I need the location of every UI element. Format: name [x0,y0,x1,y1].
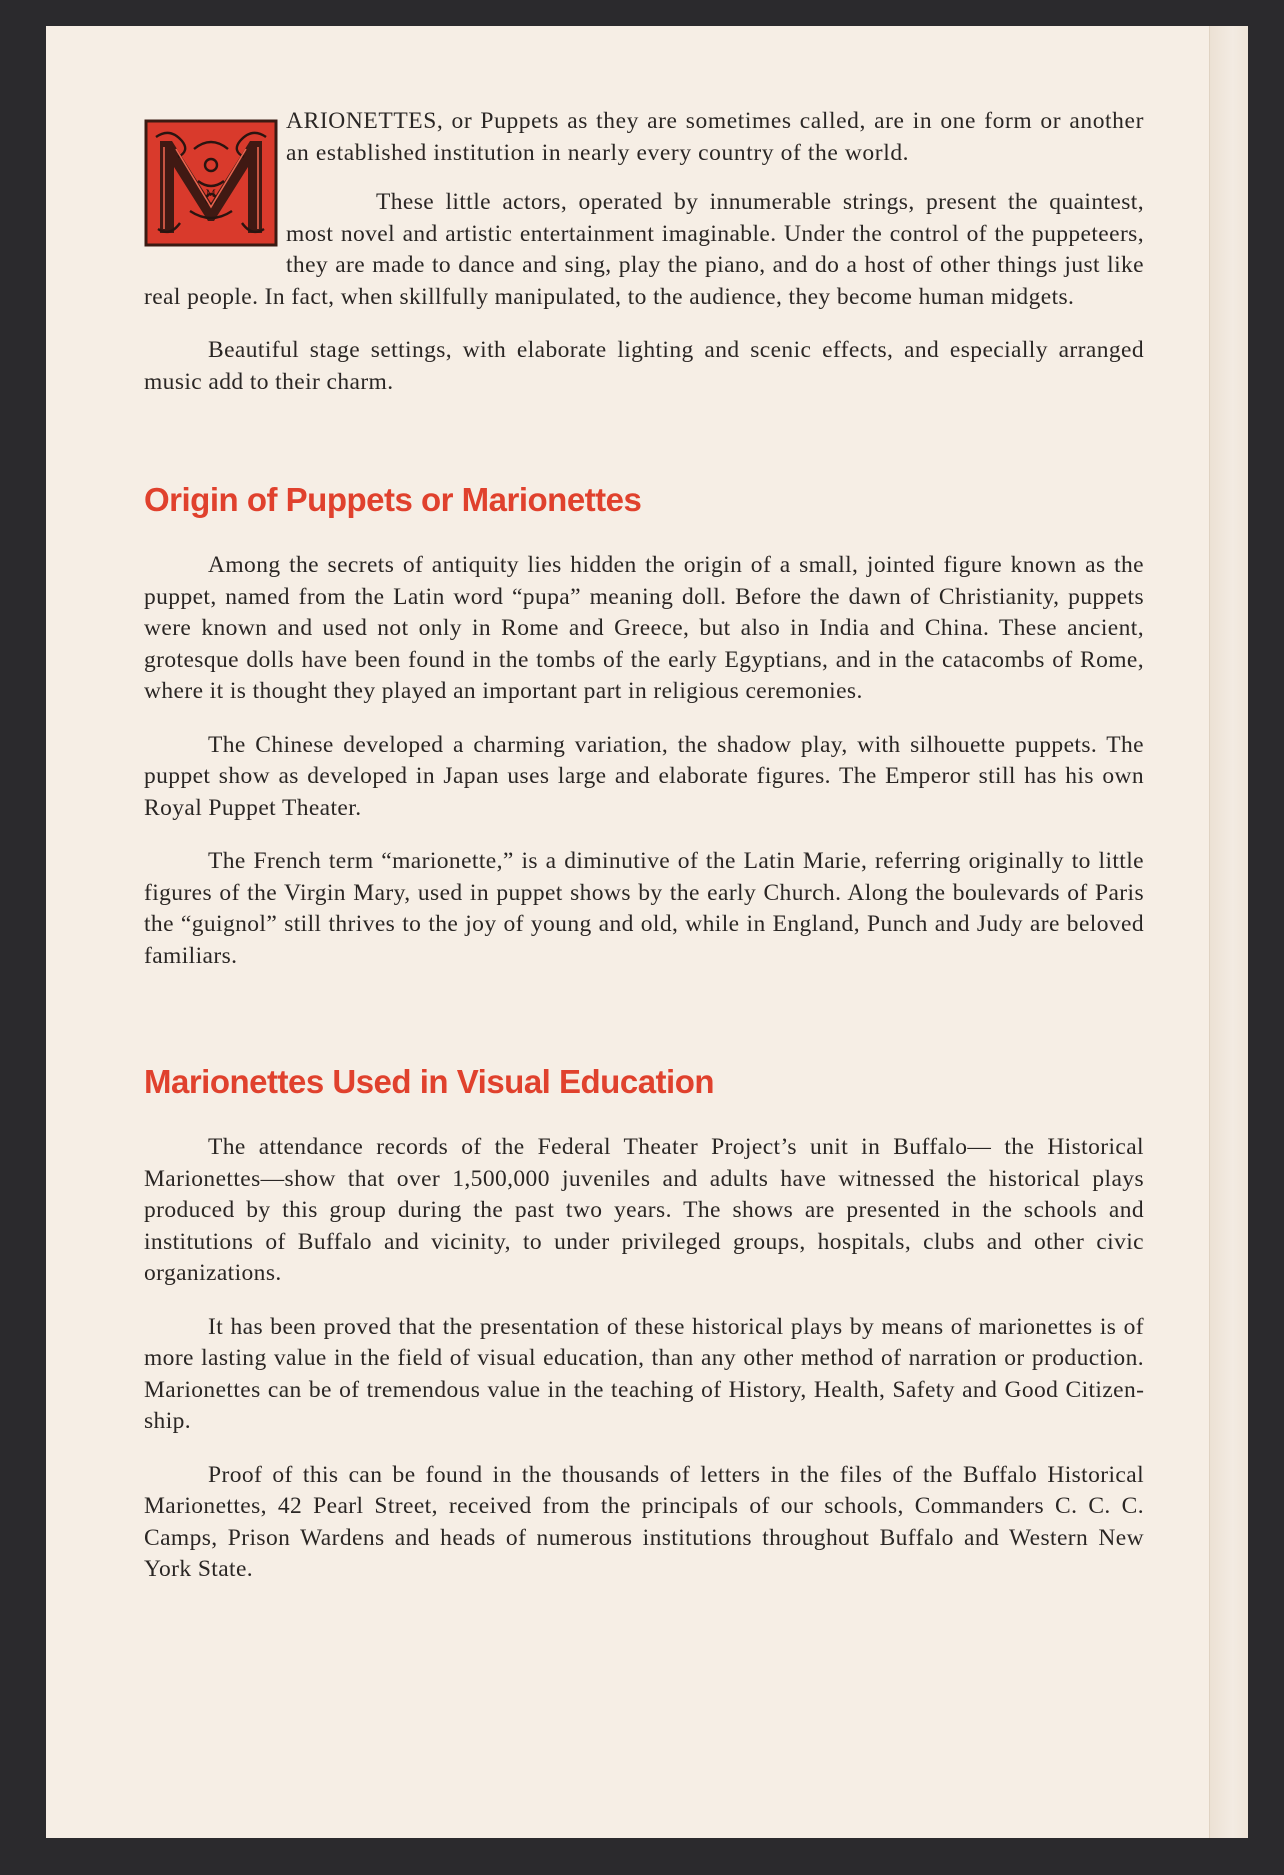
ornamental-dropcap [144,119,278,247]
education-paragraph-3: Proof of this can be found in the thousands of letters in the files of the Buffalo Historical Marionettes, 42 Pearl Street, received from the principals of our schools, Commanders C. C. C. Camps, Prison Wardens and heads of numerous institutions throughout Buffalo and Western New York State. [144,1461,1144,1582]
section-heading-visual-education: Marionettes Used in Visual Education [144,1063,715,1100]
document-content [144,106,1144,1608]
education-paragraph-2: It has been proved that the presentation of these historical plays by means of marionettes is of more lasting value in the field of visual education, than any other method of narration or production. Marionettes can be of tremendous value in the teaching of History, Health, Safety and Good Citizenship. [144,1313,1144,1434]
origin-paragraph-2: The Chinese developed a charming variation, the shadow play, with silhouette puppets. The puppet show as developed in Japan uses large and elaborate figures. The Emperor still has his own Royal Puppet Theater. [144,731,1144,821]
origin-paragraph-3: The French term “marionette,” is a diminutive of the Latin Marie, referring originally to little figures of the Virgin Mary, used in puppet shows by the early Church. Along the boulevards of Paris the “guignol” still thrives to the joy of young and old, while in England, Punch and Judy are beloved familiars. [144,848,1144,969]
dropcap-letter: M [205,189,217,200]
education-paragraph-1: The attendance records of the Federal Theater Project’s unit in Buffalo— the Historical Marionettes—show that over 1,500,000 juveniles and adults have witnessed the historical plays produced by this group during the past two years. The shows are presented in the schools and institutions of Buffalo and vicinity, to under privileged groups, hospitals, clubs and other civic organizations. [144,1134,1144,1286]
intro-paragraph-3: Beautiful stage settings, with elaborate lighting and scenic effects, and especially arranged music add to their charm. [144,337,1144,395]
page-fold [1209,26,1248,1838]
section-heading-origin: Origin of Puppets or Marionettes [144,481,642,518]
origin-paragraph-1: Among the secrets of antiquity lies hidden the origin of a small, jointed figure known as the puppet, named from the Latin word “pupa” meaning doll. Before the dawn of Christianity, puppets were known and used not only in Rome and Greece, but also in India and China. These ancient, grotesque dolls have been found in the tombs of the early Egyptians, and in the catacombs of Rome, where it is thought they played an important part in religious ceremonies. [144,552,1144,704]
intro-paragraph-2: These little actors, operated by innumerable strings, present the quaintest, most novel and artistic entertainment imaginable. Under the control of the puppeteers, they are made to dance and sing, play the piano, and do a host of other things just like real people. In fact, when skillfully manipulated, to the audience, they become human midgets. [144,189,1144,310]
dropcap-m-illustration [144,119,278,247]
intro-paragraph-1: ARIONETTES, or Puppets as they are sometimes called, are in one form or another an established institution in nearly every country of the world. [286,108,1144,166]
document-page [46,26,1248,1838]
